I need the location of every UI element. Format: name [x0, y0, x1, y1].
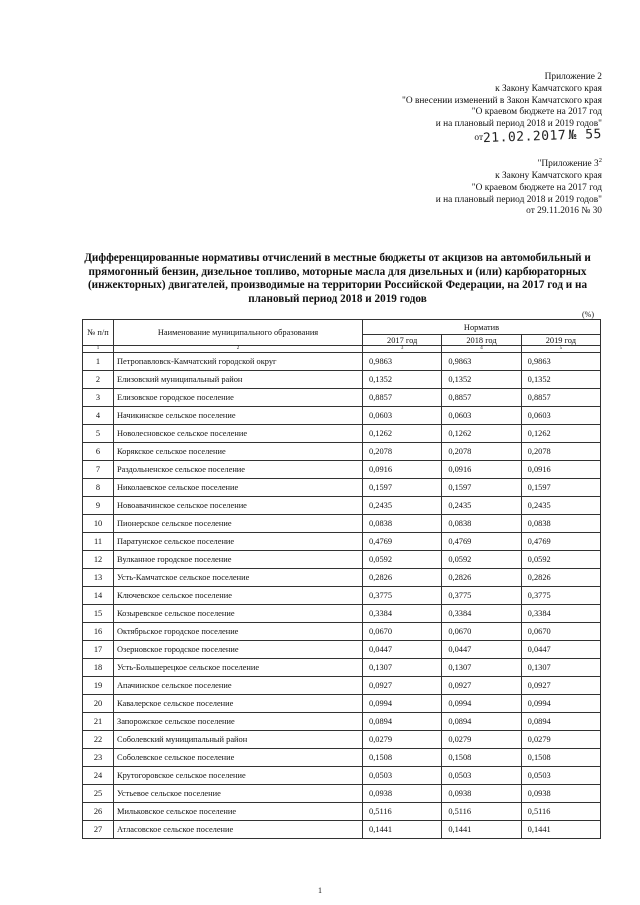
norm-2018: 0,0994: [442, 695, 521, 713]
column-index: 5: [521, 346, 600, 353]
norm-2017: 0,0279: [363, 731, 442, 749]
norm-2017: 0,0838: [363, 515, 442, 533]
table-row: [83, 425, 601, 443]
norm-2018: 0,0447: [442, 641, 521, 659]
handwritten-number: № 55: [568, 126, 603, 144]
norm-2018: 0,1441: [442, 821, 521, 839]
norm-2017: 0,0603: [363, 407, 442, 425]
row-number: 17: [83, 641, 114, 659]
table-row: [83, 821, 601, 839]
table-row: [83, 713, 601, 731]
norm-2017: 0,0592: [363, 551, 442, 569]
norm-2018: 0,0279: [442, 731, 521, 749]
norm-2019: 0,1508: [521, 749, 600, 767]
municipality-name: Паратунское сельское поселение: [114, 533, 363, 551]
norm-2019: 0,4769: [521, 533, 600, 551]
norm-2018: 0,1508: [442, 749, 521, 767]
table-row: [83, 461, 601, 479]
norm-2019: 0,0670: [521, 623, 600, 641]
norm-2018: 0,0592: [442, 551, 521, 569]
norm-2017: 0,2826: [363, 569, 442, 587]
municipality-name: Атласовское сельское поселение: [114, 821, 363, 839]
row-number: 13: [83, 569, 114, 587]
norm-2019: 0,0894: [521, 713, 600, 731]
municipality-name: Усть-Большерецкое сельское поселение: [114, 659, 363, 677]
norm-2017: 0,1262: [363, 425, 442, 443]
row-number: 11: [83, 533, 114, 551]
table-row: [83, 803, 601, 821]
norm-2019: 0,0994: [521, 695, 600, 713]
appendix-new-line: "О краевом бюджете на 2017 год: [471, 107, 602, 118]
norm-2018: 0,2078: [442, 443, 521, 461]
norm-2017: 0,0916: [363, 461, 442, 479]
norm-2019: 0,3775: [521, 587, 600, 605]
municipality-name: Николаевское сельское поселение: [114, 479, 363, 497]
norm-2018: 0,0670: [442, 623, 521, 641]
table-row: [83, 785, 601, 803]
municipality-name: Кавалерское сельское поселение: [114, 695, 363, 713]
municipality-name: Устьевое сельское поселение: [114, 785, 363, 803]
row-number: 12: [83, 551, 114, 569]
table-body: [83, 353, 601, 839]
norm-2017: 0,4769: [363, 533, 442, 551]
row-number: 16: [83, 623, 114, 641]
norm-2018: 0,1597: [442, 479, 521, 497]
column-index: 2: [114, 346, 363, 353]
table-row: [83, 479, 601, 497]
row-number: 25: [83, 785, 114, 803]
appendix-new-line: Приложение 2: [544, 72, 602, 82]
row-number: 7: [83, 461, 114, 479]
norm-2017: 0,8857: [363, 389, 442, 407]
municipality-name: Усть-Камчатское сельское поселение: [114, 569, 363, 587]
table-row: [83, 605, 601, 623]
header-num: № п/п: [83, 320, 114, 346]
appendix-old-line: к Закону Камчатского края: [495, 170, 602, 181]
unit-label: (%): [582, 310, 594, 319]
norm-2019: 0,0279: [521, 731, 600, 749]
municipality-name: Новолесновское сельское поселение: [114, 425, 363, 443]
norm-2017: 0,1307: [363, 659, 442, 677]
table-row: [83, 677, 601, 695]
row-number: 24: [83, 767, 114, 785]
norm-2018: 0,0927: [442, 677, 521, 695]
norm-2019: 0,0916: [521, 461, 600, 479]
norm-2017: 0,3775: [363, 587, 442, 605]
municipality-name: Соболевское сельское поселение: [114, 749, 363, 767]
municipality-name: Елизовский муниципальный район: [114, 371, 363, 389]
norm-2019: 0,1597: [521, 479, 600, 497]
municipality-name: Запорожское сельское поселение: [114, 713, 363, 731]
row-number: 3: [83, 389, 114, 407]
header-norm: Норматив: [363, 320, 601, 335]
row-number: 5: [83, 425, 114, 443]
table-row: [83, 749, 601, 767]
header-year: 2019 год: [521, 335, 600, 346]
norm-2018: 0,0894: [442, 713, 521, 731]
norm-2019: 0,1441: [521, 821, 600, 839]
column-index: 4: [442, 346, 521, 353]
table-row: [83, 767, 601, 785]
municipality-name: Новоавачинское сельское поселение: [114, 497, 363, 515]
appendix-new-line: к Закону Камчатского края: [495, 83, 602, 94]
norm-2018: 0,3384: [442, 605, 521, 623]
row-number: 1: [83, 353, 114, 371]
norm-2017: 0,5116: [363, 803, 442, 821]
norm-2019: 0,5116: [521, 803, 600, 821]
row-number: 19: [83, 677, 114, 695]
norm-2018: 0,9863: [442, 353, 521, 371]
table-row: [83, 623, 601, 641]
norm-2019: 0,0447: [521, 641, 600, 659]
municipality-name: Елизовское городское поселение: [114, 389, 363, 407]
norm-2018: 0,0938: [442, 785, 521, 803]
municipality-name: Озерновское городское поселение: [114, 641, 363, 659]
appendix-new-date: [302, 126, 603, 147]
column-index: 3: [363, 346, 442, 353]
table-row: [83, 389, 601, 407]
row-number: 18: [83, 659, 114, 677]
appendix-new-line: и на плановый период 2018 и 2019 годов": [435, 119, 602, 130]
norm-2017: 0,1352: [363, 371, 442, 389]
norm-2019: 0,0603: [521, 407, 600, 425]
document-title: Дифференцированные нормативы отчислений в местные бюджеты от акцизов на автомобильный и прямогонный бензин, дизельное топливо, моторные масла для дизельных и (или) карбюраторных (инжекторных) двигателей, производимые на территории Российской Федерации, на 2017 год и на плановый период 2018 и 2019 годов: [84, 252, 591, 305]
norm-2017: 0,1508: [363, 749, 442, 767]
norm-2017: 0,9863: [363, 353, 442, 371]
row-number: 14: [83, 587, 114, 605]
row-number: 20: [83, 695, 114, 713]
row-number: 26: [83, 803, 114, 821]
norm-2018: 0,4769: [442, 533, 521, 551]
norm-2019: 0,0592: [521, 551, 600, 569]
table-row: [83, 353, 601, 371]
row-number: 21: [83, 713, 114, 731]
appendix-old-block: [302, 155, 602, 218]
norm-2019: 0,0503: [521, 767, 600, 785]
municipality-name: Апачинское сельское поселение: [114, 677, 363, 695]
header-name: Наименование муниципального образования: [114, 320, 363, 346]
appendix-old-line: от 29.11.2016 № 30: [526, 206, 602, 217]
appendix-new-line: "О внесении изменений в Закон Камчатского края: [402, 95, 602, 106]
norm-2019: 0,2826: [521, 569, 600, 587]
table-row: [83, 497, 601, 515]
table-row: [83, 551, 601, 569]
table-row: [83, 641, 601, 659]
appendix-old-line: "Приложение $3^2$: [537, 157, 602, 170]
table-row: [83, 533, 601, 551]
row-number: 10: [83, 515, 114, 533]
municipality-name: Ключевское сельское поселение: [114, 587, 363, 605]
row-number: 9: [83, 497, 114, 515]
table-row: [83, 569, 601, 587]
row-number: 27: [83, 821, 114, 839]
norm-2017: 0,1441: [363, 821, 442, 839]
appendix-new-block: [302, 72, 602, 145]
municipality-name: Мильковское сельское поселение: [114, 803, 363, 821]
table-row: [83, 695, 601, 713]
appendix-old-line: "О краевом бюджете на 2017 год: [471, 182, 602, 193]
municipality-name: Раздольненское сельское поселение: [114, 461, 363, 479]
norm-2017: 0,0503: [363, 767, 442, 785]
norm-2019: 0,0938: [521, 785, 600, 803]
norm-2018: 0,0603: [442, 407, 521, 425]
table-row: [83, 407, 601, 425]
norm-2017: 0,2078: [363, 443, 442, 461]
norm-2017: 0,0894: [363, 713, 442, 731]
norm-2018: 0,0838: [442, 515, 521, 533]
municipality-name: Вулканное городское поселение: [114, 551, 363, 569]
norm-2019: 0,9863: [521, 353, 600, 371]
table-row: [83, 731, 601, 749]
row-number: 23: [83, 749, 114, 767]
row-number: 4: [83, 407, 114, 425]
norm-2019: 0,1307: [521, 659, 600, 677]
municipality-name: Петропавловск-Камчатский городской округ: [114, 353, 363, 371]
municipality-name: Корякское сельское поселение: [114, 443, 363, 461]
norm-2018: 0,0916: [442, 461, 521, 479]
norm-2017: 0,1597: [363, 479, 442, 497]
row-number: 15: [83, 605, 114, 623]
table-row: [83, 587, 601, 605]
municipality-name: Пионерское сельское поселение: [114, 515, 363, 533]
row-number: 6: [83, 443, 114, 461]
norm-2018: 0,1307: [442, 659, 521, 677]
appendix-old-line: и на плановый период 2018 и 2019 годов": [435, 194, 602, 205]
norm-2017: 0,3384: [363, 605, 442, 623]
municipality-name: Октябрьское городское поселение: [114, 623, 363, 641]
norm-2017: 0,0938: [363, 785, 442, 803]
norm-2019: 0,2078: [521, 443, 600, 461]
norms-table: [82, 319, 601, 839]
row-number: 8: [83, 479, 114, 497]
handwritten-date: 21.02.2017: [482, 128, 567, 147]
norm-2018: 0,2826: [442, 569, 521, 587]
norm-2017: 0,0670: [363, 623, 442, 641]
norm-2019: 0,1262: [521, 425, 600, 443]
header-year: 2018 год: [442, 335, 521, 346]
municipality-name: Начикинское сельское поселение: [114, 407, 363, 425]
norm-2018: 0,1352: [442, 371, 521, 389]
norm-2018: 0,2435: [442, 497, 521, 515]
date-prefix: от: [474, 132, 484, 143]
norm-2019: 0,2435: [521, 497, 600, 515]
page-number: 1: [318, 886, 322, 895]
municipality-name: Крутогоровское сельское поселение: [114, 767, 363, 785]
norm-2018: 0,1262: [442, 425, 521, 443]
norm-2018: 0,8857: [442, 389, 521, 407]
table-row: [83, 515, 601, 533]
norm-2018: 0,5116: [442, 803, 521, 821]
row-number: 2: [83, 371, 114, 389]
row-number: 22: [83, 731, 114, 749]
norm-2019: 0,8857: [521, 389, 600, 407]
norm-2019: 0,0927: [521, 677, 600, 695]
table-row: [83, 371, 601, 389]
norm-2017: 0,0447: [363, 641, 442, 659]
norm-2017: 0,2435: [363, 497, 442, 515]
municipality-name: Соболевский муниципальный район: [114, 731, 363, 749]
table-row: [83, 659, 601, 677]
norm-2019: 0,3384: [521, 605, 600, 623]
table-row: [83, 443, 601, 461]
municipality-name: Козыревское сельское поселение: [114, 605, 363, 623]
norm-2019: 0,0838: [521, 515, 600, 533]
column-index: 1: [83, 346, 114, 353]
norm-2018: 0,3775: [442, 587, 521, 605]
norm-2019: 0,1352: [521, 371, 600, 389]
norm-2017: 0,0927: [363, 677, 442, 695]
header-year: 2017 год: [363, 335, 442, 346]
norm-2018: 0,0503: [442, 767, 521, 785]
superscript: 2: [598, 157, 602, 164]
norm-2017: 0,0994: [363, 695, 442, 713]
